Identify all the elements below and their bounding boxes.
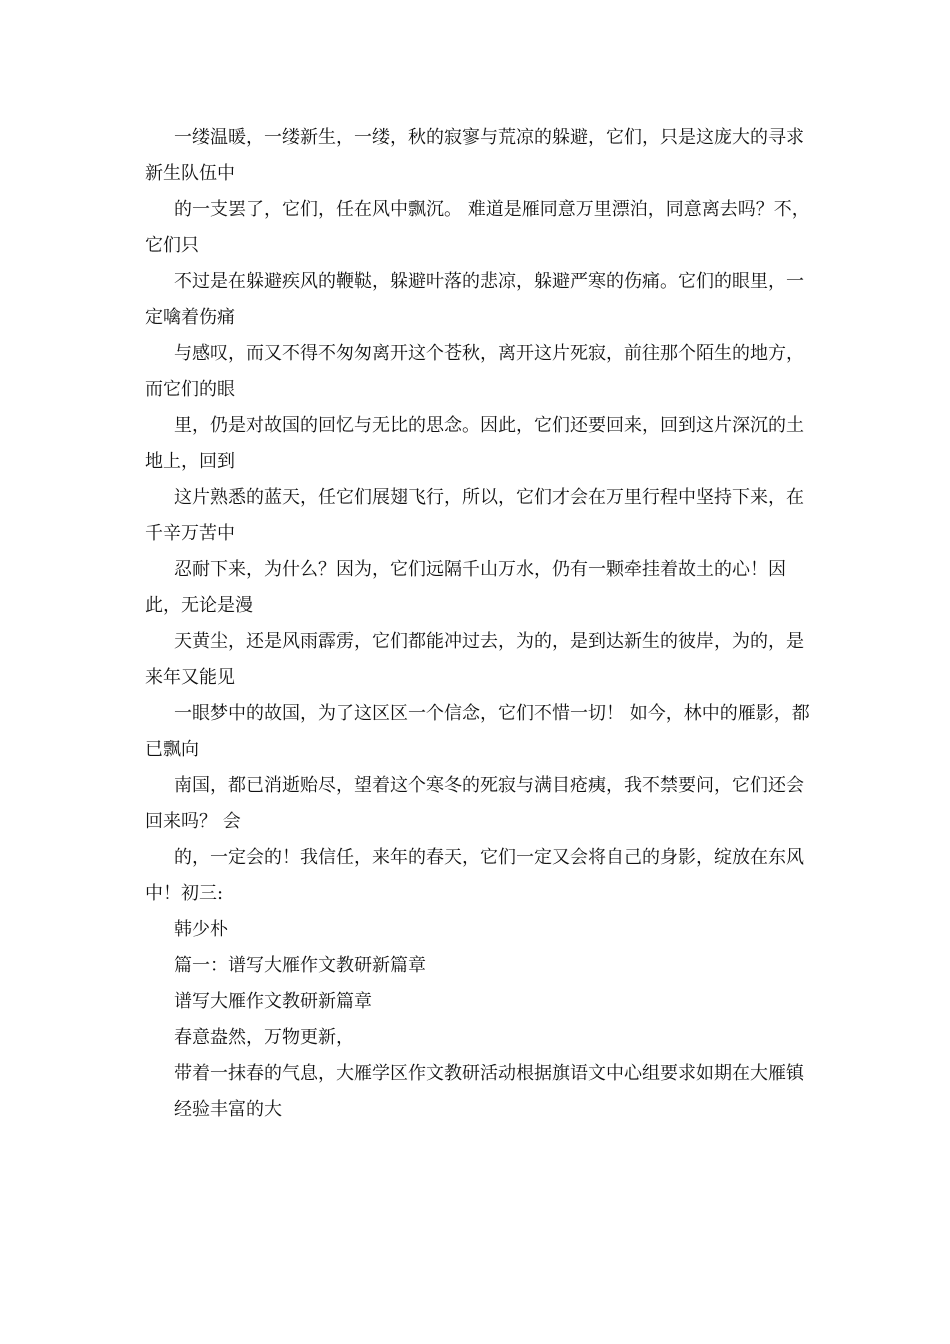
paragraph: 忍耐下来，为什么？因为，它们远隔千山万水，仍有一颗牵挂着故土的心！因此，无论是漫 [145,559,786,616]
paragraph: 南国，都已消逝贻尽，望着这个寒冬的死寂与满目疮痍，我不禁要问，它们还会回来吗？ 会 [145,775,804,832]
section-heading: 篇一：谱写大雁作文教研新篇章 [174,955,426,976]
paragraph: 天黄尘，还是风雨霹雳，它们都能冲过去，为的，是到达新生的彼岸，为的，是来年又能见 [145,631,804,688]
paragraph: 的一支罢了，它们，任在风中飘沉。 难道是雁同意万里漂泊，同意离去吗？不，它们只 [145,199,810,256]
paragraph: 与感叹，而又不得不匆匆离开这个苍秋，离开这片死寂，前往那个陌生的地方，而它们的眼 [145,343,804,400]
paragraph: 经验丰富的大 [174,1099,282,1120]
paragraph: 一眼梦中的故国，为了这区区一个信念，它们不惜一切！ 如今，林中的雁影，都已飘向 [145,703,810,760]
paragraph: 的，一定会的！我信任，来年的春天，它们一定又会将自己的身影，绽放在东风中！初三: [145,847,804,904]
paragraph: 一缕温暖，一缕新生，一缕，秋的寂寥与荒凉的躲避，它们，只是这庞大的寻求新生队伍中 [145,127,804,184]
document-body [145,120,810,1128]
paragraph: 这片熟悉的蓝天，任它们展翅飞行，所以，它们才会在万里行程中坚持下来，在千辛万苦中 [145,487,804,544]
paragraph: 里，仍是对故国的回忆与无比的思念。因此，它们还要回来，回到这片深沉的土地上，回到 [145,415,804,472]
paragraph: 带着一抹春的气息，大雁学区作文教研活动根据旗语文中心组要求如期在大雁镇 [174,1063,804,1084]
paragraph: 春意盎然，万物更新， [174,1027,354,1048]
paragraph: 不过是在躲避疾风的鞭鞑，躲避叶落的悲凉，躲避严寒的伤痛。它们的眼里，一定噙着伤痛 [145,271,804,328]
author-line: 韩少朴 [174,919,228,940]
article-title: 谱写大雁作文教研新篇章 [174,991,372,1012]
